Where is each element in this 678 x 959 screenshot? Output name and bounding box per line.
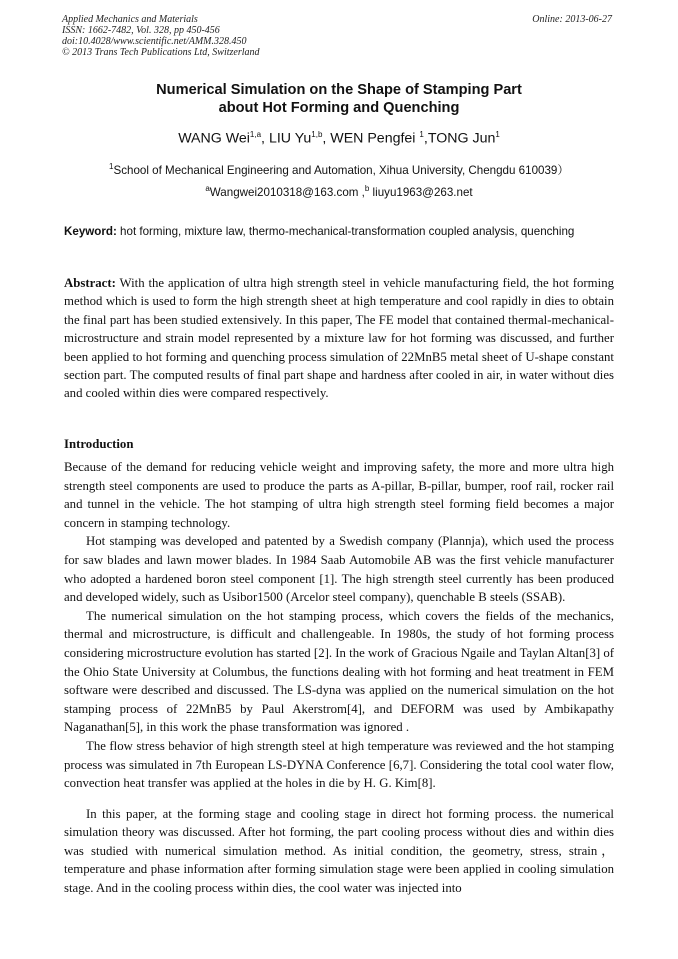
paragraph: Hot stamping was developed and patented by a Swedish company (Plannja), which used the process for saw blades and lawn mower blades. In 1984 Saab Automobile AB was the first vehicle manufacturer who adopted a hardened boron steel component [1]. The high strength steel currently has been produced and developed widely, such as Usibor1500 (Arcelor steel company), quenchable B steels (SSAB).	[64, 534, 614, 605]
paragraph: Because of the demand for reducing vehicle weight and improving safety, the more and more ultra high strength steel components are used to produce the parts as A-pillar, B-pillar, bumper, roof rail, rocker rail and tunnel in the vehicle. The hot stamping of ultra high strength steel forming field becomes a major concern in stamping technology.	[64, 460, 614, 530]
introduction-body	[64, 458, 614, 898]
author-separator: ,	[322, 130, 331, 147]
author-affil-mark: 1	[495, 130, 500, 139]
email-b: liuyu1963@263.net	[369, 185, 473, 199]
journal-name: Applied Mechanics and Materials	[62, 14, 198, 25]
paper-title	[0, 82, 678, 117]
author-name: TONG Jun	[427, 130, 496, 147]
abstract-label: Abstract:	[64, 276, 116, 290]
keywords-text: hot forming, mixture law, thermo-mechanical-transformation coupled analysis, quenching	[116, 225, 575, 238]
affiliation-text: School of Mechanical Engineering and Automation, Xihua University, Chengdu 610039）	[113, 164, 569, 177]
paragraph: In this paper, at the forming stage and cooling stage in direct hot forming process. the numerical simulation theory was discussed. After hot forming, the part cooling process without dies and within dies was studied with numerical simulation method. As initial condition, the geometry, stress, strain，temperature and phase information after forming simulation stage were been applied in cooling simulation stage. And in the cooling process within dies, the cool water was injected into	[64, 806, 614, 896]
doi-line: doi:10.4028/www.scientific.net/AMM.328.450	[62, 36, 247, 47]
affiliation	[0, 162, 678, 178]
author-separator: ,	[423, 130, 428, 147]
copyright-line: © 2013 Trans Tech Publications Ltd, Switzerland	[62, 47, 260, 58]
author-emails	[0, 184, 678, 199]
title-line-1: Numerical Simulation on the Shape of Stamping Part	[156, 82, 522, 98]
journal-header	[62, 14, 260, 58]
issn-line: ISSN: 1662-7482, Vol. 328, pp 450-456	[62, 25, 220, 36]
online-date: Online: 2013-06-27	[532, 14, 612, 25]
affiliation-mark: 1	[109, 162, 114, 172]
title-line-2: about Hot Forming and Quenching	[218, 99, 460, 116]
paragraph: The numerical simulation on the hot stamping process, which covers the fields of the mechanics, thermal and microstructure, is difficult and challengeable. In 1980s, the study of hot forming process considering microstructure evolution has started [2]. In the work of Gracious Ngaile and Taylan Altan[3] of the Ohio State University at Columbus, the functions dealing with hot forming and heat treatment in FEM software were described and discussed. The LS-dyna was applied on the numerical simulation on the hot stamping process of 22MnB5 by Paul Akerstrom[4], and DEFORM was used by Ambikapathy Naganathan[5], in this work the phase transformation was ignored .	[64, 608, 614, 735]
author-affil-mark: 1,a	[249, 130, 262, 139]
section-heading-introduction: Introduction	[64, 437, 134, 451]
author-affil-mark: 1	[419, 130, 424, 139]
author-name: WANG Wei	[178, 130, 250, 147]
email-mark-a: a	[205, 184, 210, 193]
author-affil-mark: 1,b	[311, 130, 323, 139]
abstract	[64, 274, 614, 403]
author-separator: ,	[261, 130, 269, 147]
keywords-label: Keyword:	[64, 225, 117, 238]
author-name: WEN Pengfei	[330, 130, 420, 147]
email-a: Wangwei2010318@163.com ,	[209, 185, 365, 199]
paragraph: The flow stress behavior of high strength steel at high temperature was reviewed and the hot stamping process was simulated in 7th European LS-DYNA Conference [6,7]. Considering the total cool water flow, convection heat transfer was applied at the holes in die by H. G. Kim[8].	[64, 738, 614, 791]
email-mark-b: b	[364, 184, 370, 193]
abstract-text: With the application of ultra high strength steel in vehicle manufacturing field, the hot forming method which is used to form the high strength sheet at high temperature and cool rapidly in dies to obtain the final part has been studied extensively. In this paper, The FE model that contained thermal-mechanical-microstructure and strain model represented by a mixture law for hot forming was discussed, and further been applied to hot forming and quenching process simulation of 22MnB5 metal sheet of U-shape constant section part. The computed results of final part shape and hardness after cooled in air, in water without dies and cooled within dies were compared respectively.	[64, 276, 614, 401]
author-name: LIU Yu	[268, 130, 312, 147]
author-list	[0, 130, 678, 147]
keywords	[64, 224, 614, 240]
